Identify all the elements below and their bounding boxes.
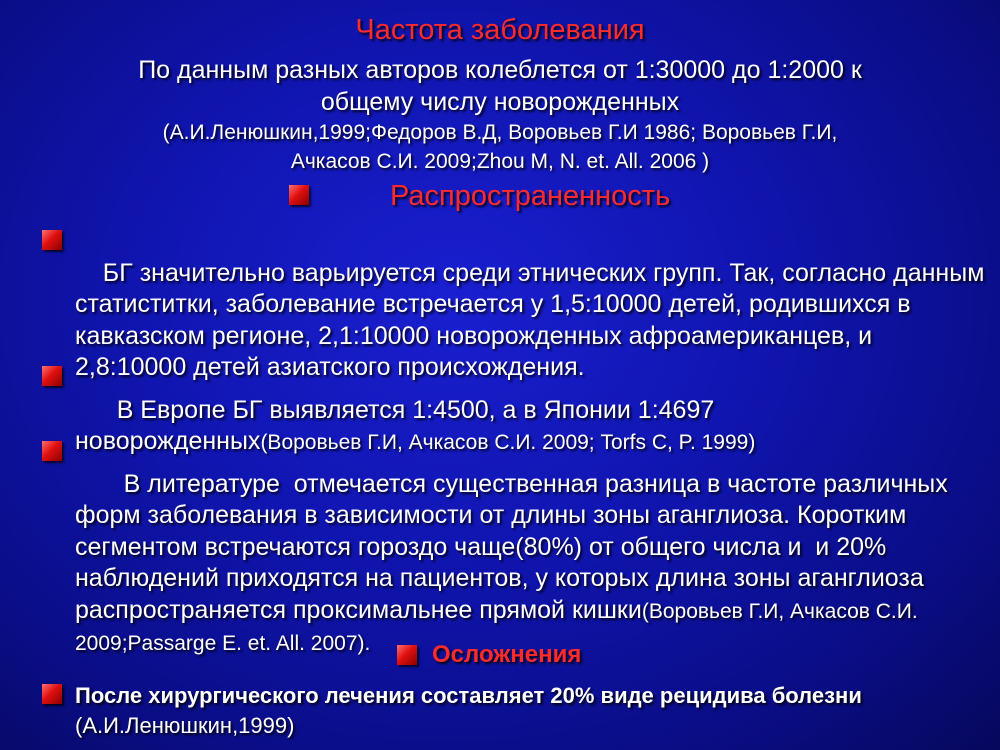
bullet-text-ethnic [75,226,992,384]
bullet-text: БГ значительно варьируется среди этнических групп. Так, согласно данным статиститки, заболевание встречается у 1,5:10000 детей, родившихся в кавказском регионе, 2,1:10000 новорожденных афроамериканцев, и 2,8:10000 детей азиатского происхождения. [75,258,992,381]
intro-line-2: общему числу новорожденных [320,88,680,116]
complication-text [75,681,955,741]
bullet-icon [42,441,62,461]
bullet-text: В Европе БГ выявляется 1:4500, а в Японии 1:4697 новорожденных [75,395,722,455]
section-heading-prevalence: Распространенность [390,180,671,212]
citation: (Воровьев Г.И, Ачкасов С.И. 2009; Torfs C, P. 1999) [260,431,756,454]
complication-bold-text: После хирургического лечения составляет 20% виде рецидива болезни [75,683,862,708]
bullet-icon [42,230,62,250]
intro-line-1: По данным разных авторов колеблется от 1:30000 до 1:2000 к [138,56,862,84]
bullet-icon [42,366,62,386]
bullet-icon [289,185,309,205]
slide-title: Частота заболевания [355,14,645,46]
bullet-icon [42,684,62,704]
section-heading-complications: Осложнения [432,641,582,668]
citation: (А.И.Ленюшкин,1999) [75,713,295,738]
bullet-text: В литературе отмечается существенная разница в частоте различных форм заболевания в зависимости от длины зоны аганглиоза. Коротким сегментом встречаются гороздо чаще(80%) от общего числа и и 20% наблюдений приходятся на пациентов, у которых длина зоны аганглиоза распространяется проксимальнее прямой кишки [75,469,955,624]
intro-refs-1: (А.И.Ленюшкин,1999;Федоров В.Д, Воровьев Г.И 1986; Воровьев Г.И, [162,121,838,144]
intro-refs-2: Ачкасов С.И. 2009;Zhou M, N. et. All. 2006 ) [290,150,710,173]
citation: (Воровьев Г.И, Ачкасов С.И. 2009;Passarge E. et. All. 2007). [75,599,924,655]
bullet-icon [397,645,417,665]
bullet-text-literature [75,437,985,660]
